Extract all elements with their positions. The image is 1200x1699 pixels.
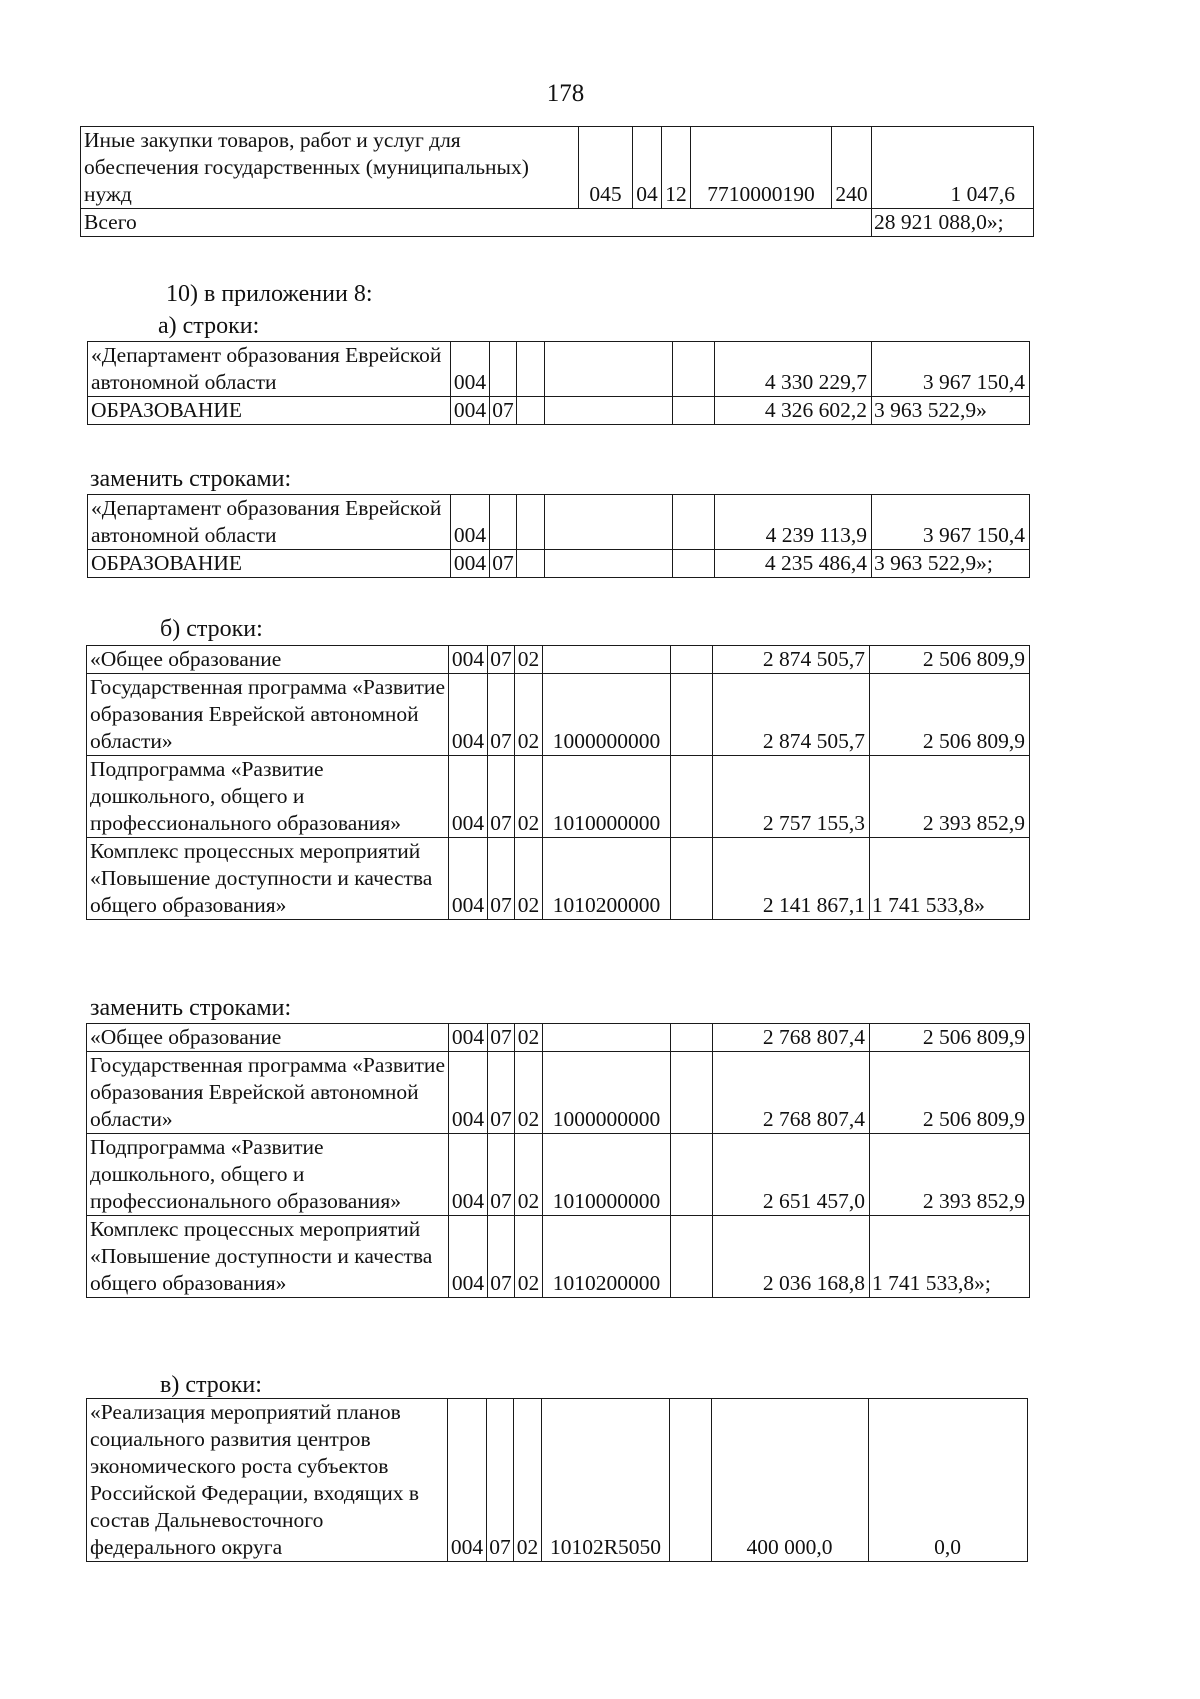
table-v-old-body <box>87 1399 1028 1562</box>
table-a-old <box>87 341 1030 425</box>
amount-year-2: 2 506 809,9 <box>870 1052 1030 1134</box>
row-name: «Общее образование <box>87 1024 449 1052</box>
row-name: Комплекс процессных мероприятий «Повышение доступности и качества общего образования» <box>87 838 449 920</box>
ministry-code: 004 <box>449 646 488 674</box>
subsection-code: 12 <box>662 127 691 209</box>
target-code: 1000000000 <box>543 674 671 756</box>
amount-year-2: 2 393 852,9 <box>870 1134 1030 1216</box>
target-code: 1000000000 <box>543 1052 671 1134</box>
table-a-old-body <box>88 342 1030 425</box>
row-name: Подпрограмма «Развитие дошкольного, общего и профессионального образования» <box>87 756 449 838</box>
amount-year-2: 3 967 150,4 <box>872 495 1030 550</box>
section-code: 07 <box>490 397 517 425</box>
target-code <box>545 495 673 550</box>
vr-code <box>671 1052 713 1134</box>
target-code <box>543 1024 671 1052</box>
row-name: Комплекс процессных мероприятий «Повышение доступности и качества общего образования» <box>87 1216 449 1298</box>
ministry-code: 004 <box>449 1134 488 1216</box>
row-name: «Департамент образования Еврейской автономной области <box>88 495 451 550</box>
vr-code <box>671 1024 713 1052</box>
amount-year-2: 2 506 809,9 <box>870 674 1030 756</box>
ministry-code: 004 <box>451 397 490 425</box>
total-row <box>81 209 1034 237</box>
target-code <box>545 342 673 397</box>
row-name: ОБРАЗОВАНИЕ <box>88 550 451 578</box>
amount-year-1: 4 235 486,4 <box>715 550 872 578</box>
vr-code <box>671 674 713 756</box>
table-row <box>87 838 1030 920</box>
table-expenses-tail <box>80 126 1034 237</box>
vr-code <box>670 1399 712 1562</box>
vr-code <box>671 756 713 838</box>
table-b-old-body <box>87 646 1030 920</box>
target-code: 1010000000 <box>543 756 671 838</box>
amount-year-1: 2 768 807,4 <box>713 1052 870 1134</box>
section-code: 07 <box>488 646 515 674</box>
ministry-code: 004 <box>449 756 488 838</box>
subheading-v: в) строки: <box>160 1372 262 1398</box>
row-name: Государственная программа «Развитие образования Еврейской автономной области» <box>87 1052 449 1134</box>
amount-year-2: 2 506 809,9 <box>870 646 1030 674</box>
subsection-code: 02 <box>514 1399 542 1562</box>
table-b-new <box>86 1023 1030 1298</box>
section-code: 07 <box>488 1134 515 1216</box>
table-a-new <box>87 494 1030 578</box>
section-code <box>490 342 517 397</box>
section-code <box>490 495 517 550</box>
ministry-code: 004 <box>449 1024 488 1052</box>
subsection-code: 02 <box>515 646 543 674</box>
amount-year-2: 2 393 852,9 <box>870 756 1030 838</box>
subsection-code <box>517 550 545 578</box>
subsection-code: 02 <box>515 674 543 756</box>
table-row <box>88 342 1030 397</box>
target-code: 7710000190 <box>691 127 832 209</box>
target-code <box>543 646 671 674</box>
vr-code <box>671 646 713 674</box>
ministry-code: 004 <box>449 674 488 756</box>
section-heading-10: 10) в приложении 8: <box>166 281 373 307</box>
table-b-old <box>86 645 1030 920</box>
ministry-code: 004 <box>449 838 488 920</box>
ministry-code: 004 <box>449 1052 488 1134</box>
vr-code: 240 <box>832 127 872 209</box>
section-code: 07 <box>488 1216 515 1298</box>
vr-code <box>671 838 713 920</box>
amount-year-1: 4 239 113,9 <box>715 495 872 550</box>
table-row <box>87 1134 1030 1216</box>
table-row <box>87 646 1030 674</box>
subsection-code: 02 <box>515 1052 543 1134</box>
row-name: ОБРАЗОВАНИЕ <box>88 397 451 425</box>
subheading-b: б) строки: <box>160 616 263 642</box>
ministry-code: 004 <box>449 1216 488 1298</box>
table-row <box>81 127 1034 209</box>
ministry-code: 004 <box>451 550 490 578</box>
row-name: Подпрограмма «Развитие дошкольного, общего и профессионального образования» <box>87 1134 449 1216</box>
section-code: 07 <box>488 1024 515 1052</box>
vr-code <box>673 342 715 397</box>
amount-year-1: 2 036 168,8 <box>713 1216 870 1298</box>
table-row <box>88 550 1030 578</box>
amount-year-2: 3 967 150,4 <box>872 342 1030 397</box>
amount-year-1: 4 330 229,7 <box>715 342 872 397</box>
target-code: 1010200000 <box>543 838 671 920</box>
table-row <box>88 397 1030 425</box>
table-a-new-body <box>88 495 1030 578</box>
ministry-code: 004 <box>451 342 490 397</box>
subheading-a: а) строки: <box>158 313 260 339</box>
amount-year-2: 3 963 522,9»; <box>872 550 1030 578</box>
table-v-old <box>86 1398 1028 1562</box>
total-amount: 28 921 088,0»; <box>872 209 1034 237</box>
subsection-code: 02 <box>515 838 543 920</box>
table-row <box>87 1052 1030 1134</box>
ministry-code: 004 <box>448 1399 487 1562</box>
section-code: 07 <box>488 838 515 920</box>
subsection-code <box>517 342 545 397</box>
vr-code <box>673 397 715 425</box>
subsection-code: 02 <box>515 1134 543 1216</box>
table-row <box>87 674 1030 756</box>
section-code: 07 <box>488 1052 515 1134</box>
ministry-code: 045 <box>579 127 633 209</box>
section-code: 04 <box>633 127 662 209</box>
vr-code <box>673 495 715 550</box>
target-code <box>545 550 673 578</box>
amount-year-1: 2 141 867,1 <box>713 838 870 920</box>
table-row <box>87 756 1030 838</box>
amount-year-2: 3 963 522,9» <box>872 397 1030 425</box>
vr-code <box>671 1134 713 1216</box>
amount-year-2: 1 741 533,8» <box>870 838 1030 920</box>
amount: 1 047,6 <box>872 127 1034 209</box>
subsection-code <box>517 495 545 550</box>
table-row <box>88 495 1030 550</box>
row-name: «Общее образование <box>87 646 449 674</box>
subsection-code: 02 <box>515 1024 543 1052</box>
target-code: 1010200000 <box>543 1216 671 1298</box>
row-name: Иные закупки товаров, работ и услуг для обеспечения государственных (муниципальных) нужд <box>81 127 579 209</box>
subsection-code: 02 <box>515 1216 543 1298</box>
table-row <box>87 1216 1030 1298</box>
amount-year-2: 0,0 <box>869 1399 1028 1562</box>
page-number: 178 <box>546 80 585 107</box>
amount-year-1: 2 768 807,4 <box>713 1024 870 1052</box>
target-code: 10102R5050 <box>542 1399 670 1562</box>
table-row <box>87 1024 1030 1052</box>
row-name: Государственная программа «Развитие образования Еврейской автономной области» <box>87 674 449 756</box>
replace-label-2: заменить строками: <box>90 995 292 1021</box>
section-code: 07 <box>488 674 515 756</box>
section-code: 07 <box>488 756 515 838</box>
target-code: 1010000000 <box>543 1134 671 1216</box>
vr-code <box>671 1216 713 1298</box>
ministry-code: 004 <box>451 495 490 550</box>
replace-label-1: заменить строками: <box>90 466 292 492</box>
amount-year-1: 2 757 155,3 <box>713 756 870 838</box>
subsection-code <box>517 397 545 425</box>
row-name: «Реализация мероприятий планов социального развития центров экономического роста субъектов Российской Федерации, входящих в состав Дальневосточного федерального округа <box>87 1399 448 1562</box>
subsection-code: 02 <box>515 756 543 838</box>
amount-year-1: 2 874 505,7 <box>713 646 870 674</box>
table-b-new-body <box>87 1024 1030 1298</box>
vr-code <box>673 550 715 578</box>
amount-year-1: 2 874 505,7 <box>713 674 870 756</box>
amount-year-2: 2 506 809,9 <box>870 1024 1030 1052</box>
amount-year-1: 4 326 602,2 <box>715 397 872 425</box>
row-name: «Департамент образования Еврейской автономной области <box>88 342 451 397</box>
amount-year-1: 400 000,0 <box>712 1399 869 1562</box>
amount-year-1: 2 651 457,0 <box>713 1134 870 1216</box>
table-row <box>87 1399 1028 1562</box>
total-label: Всего <box>81 209 872 237</box>
target-code <box>545 397 673 425</box>
amount-year-2: 1 741 533,8»; <box>870 1216 1030 1298</box>
section-code: 07 <box>490 550 517 578</box>
section-code: 07 <box>487 1399 514 1562</box>
